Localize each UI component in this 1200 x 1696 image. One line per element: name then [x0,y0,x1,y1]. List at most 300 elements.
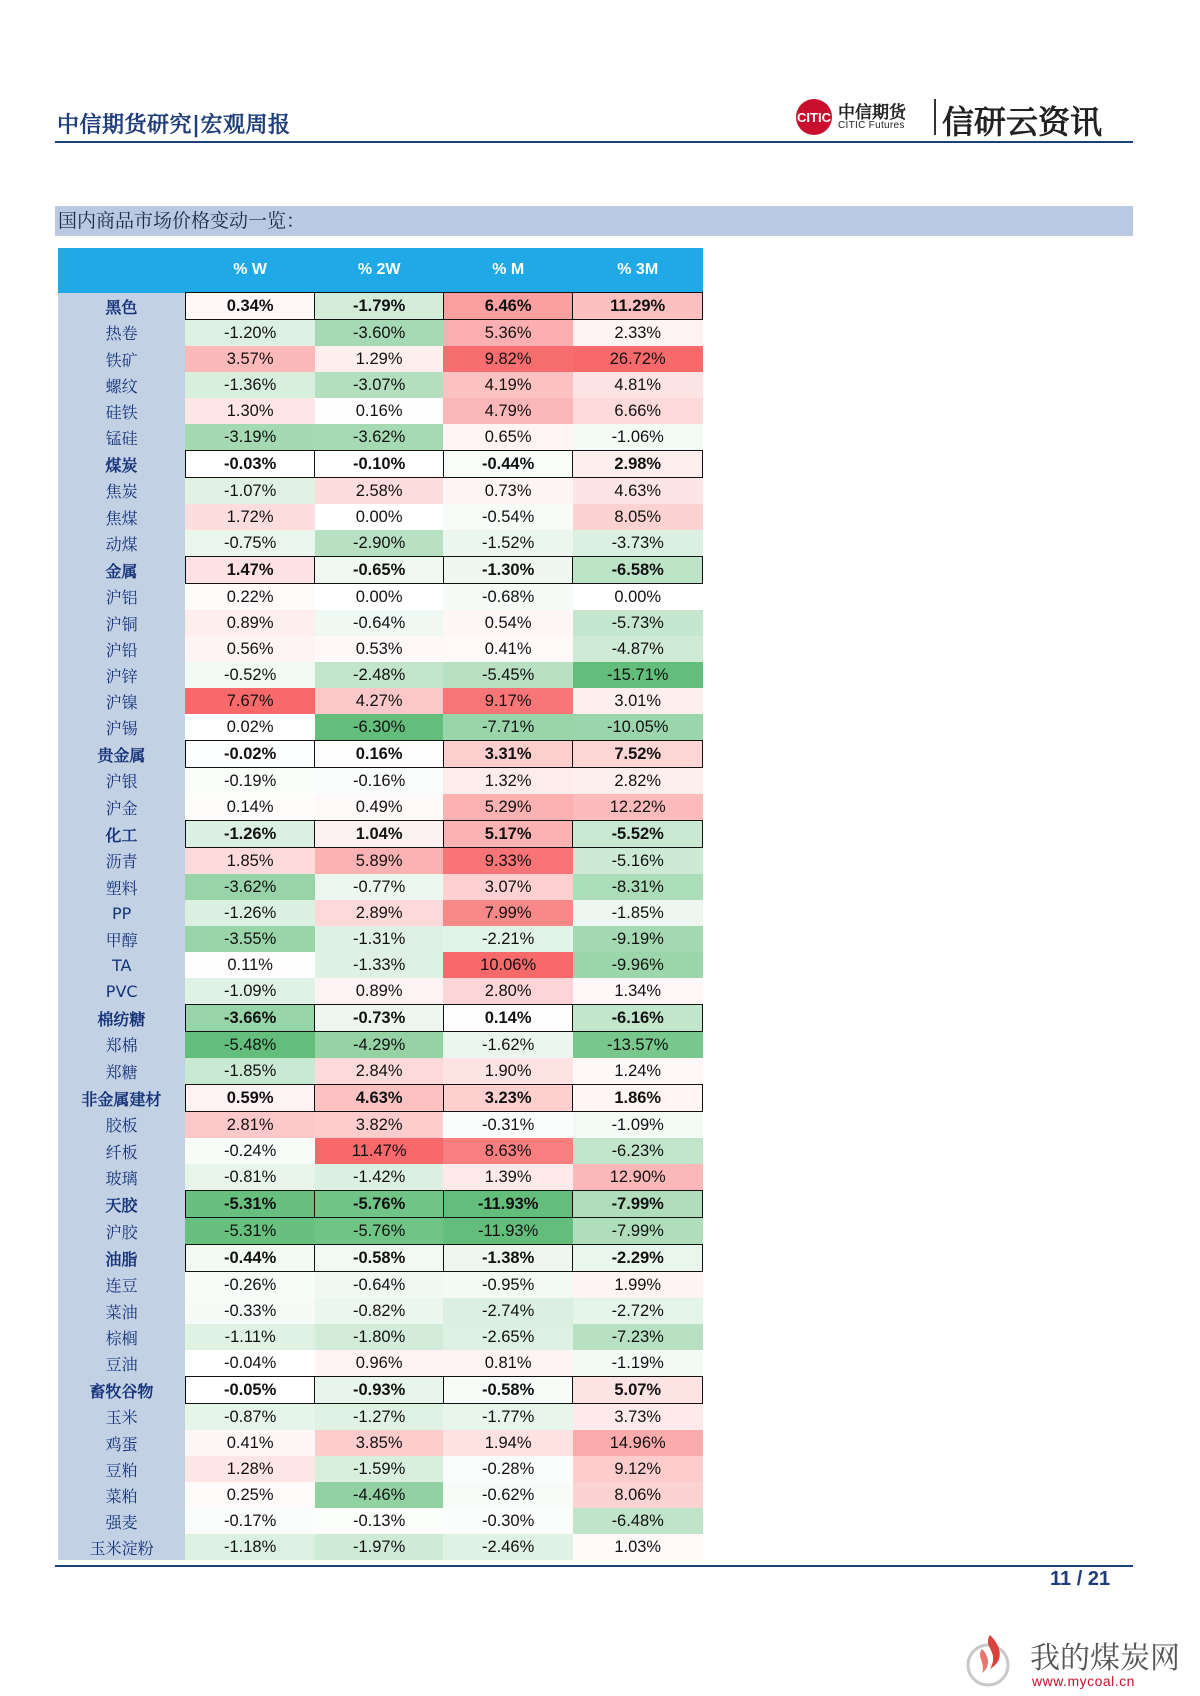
change-cell-m: -7.71% [443,714,573,741]
change-cell-3m: -10.05% [573,714,703,741]
change-cell-w: -0.04% [185,1350,315,1377]
table-row [58,952,703,978]
change-cell-m: 1.39% [443,1164,573,1191]
header-corner [58,248,185,293]
table-row [58,584,703,611]
change-cell-m: 0.41% [443,636,573,662]
change-cell-2w: 0.00% [315,584,443,611]
change-cell-2w: 1.04% [315,821,443,848]
table-row [58,346,703,372]
change-cell-2w: 4.63% [315,1085,443,1112]
table-row [58,1112,703,1139]
change-cell-m: 1.90% [443,1058,573,1085]
change-cell-3m: 14.96% [573,1430,703,1456]
change-cell-3m: 12.90% [573,1164,703,1191]
change-cell-2w: -0.93% [315,1377,443,1404]
commodity-name: 沪金 [58,794,185,821]
change-cell-3m: 1.24% [573,1058,703,1085]
change-cell-2w: -0.58% [315,1245,443,1272]
change-cell-2w: -1.59% [315,1456,443,1482]
change-cell-w: 0.25% [185,1482,315,1508]
commodity-name: 菜油 [58,1298,185,1324]
category-row [58,741,703,768]
change-cell-w: -0.26% [185,1272,315,1299]
logo-en-text: CITIC Futures [838,120,905,131]
category-row [58,557,703,584]
change-cell-m: -0.31% [443,1112,573,1139]
citic-logo-icon: CITIC [796,99,832,135]
change-cell-w: -3.19% [185,424,315,451]
change-cell-w: 1.85% [185,848,315,875]
table-row [58,1350,703,1377]
commodity-name: PP [58,900,185,926]
change-cell-2w: 5.89% [315,848,443,875]
change-cell-m: 4.79% [443,398,573,424]
change-cell-m: -11.93% [443,1191,573,1218]
commodity-name: 胶板 [58,1112,185,1139]
table-row [58,926,703,952]
change-cell-m: 2.80% [443,978,573,1005]
change-cell-m: 9.82% [443,346,573,372]
table-row [58,1138,703,1164]
change-cell-3m: 4.81% [573,372,703,398]
change-cell-3m: -8.31% [573,874,703,900]
change-cell-2w: -0.82% [315,1298,443,1324]
change-cell-3m: -3.73% [573,530,703,557]
change-cell-m: -11.93% [443,1218,573,1245]
change-cell-3m: 4.63% [573,478,703,505]
change-cell-2w: -1.27% [315,1404,443,1431]
change-cell-3m: 1.03% [573,1534,703,1560]
table-row [58,1430,703,1456]
change-cell-3m: -6.16% [573,1005,703,1032]
change-cell-3m: -9.96% [573,952,703,978]
change-cell-2w: -0.65% [315,557,443,584]
change-cell-3m: 1.34% [573,978,703,1005]
change-cell-w: -1.11% [185,1324,315,1350]
table-row [58,424,703,451]
change-cell-3m: 7.52% [573,741,703,768]
change-cell-m: -2.46% [443,1534,573,1560]
change-cell-2w: -3.60% [315,320,443,347]
table-row [58,372,703,398]
commodity-name: 甲醇 [58,926,185,952]
change-cell-3m: 11.29% [573,293,703,320]
col-header-3m: % 3M [573,248,703,293]
change-cell-w: 1.47% [185,557,315,584]
change-cell-w: 0.89% [185,610,315,636]
change-cell-w: -1.26% [185,821,315,848]
commodity-name: 铁矿 [58,346,185,372]
change-cell-2w: -4.46% [315,1482,443,1508]
commodity-name: 连豆 [58,1272,185,1299]
table-row [58,1032,703,1059]
change-cell-m: -5.45% [443,662,573,688]
change-cell-2w: 3.85% [315,1430,443,1456]
commodity-name: 豆粕 [58,1456,185,1482]
change-cell-w: -3.55% [185,926,315,952]
change-cell-3m: 2.82% [573,768,703,795]
change-cell-m: 5.17% [443,821,573,848]
commodity-name: 硅铁 [58,398,185,424]
commodity-name: 棉纺糖 [58,1005,185,1032]
change-cell-m: 4.19% [443,372,573,398]
change-cell-w: 1.28% [185,1456,315,1482]
change-cell-3m: 0.00% [573,584,703,611]
change-cell-2w: -1.31% [315,926,443,952]
commodity-name: 非金属建材 [58,1085,185,1112]
change-cell-m: 0.73% [443,478,573,505]
change-cell-3m: 12.22% [573,794,703,821]
change-cell-m: 10.06% [443,952,573,978]
change-cell-2w: 2.89% [315,900,443,926]
change-cell-2w: 4.27% [315,688,443,714]
change-cell-w: -0.24% [185,1138,315,1164]
change-cell-3m: -7.23% [573,1324,703,1350]
category-row [58,1005,703,1032]
change-cell-m: 8.63% [443,1138,573,1164]
page-separator: / [1076,1568,1083,1590]
change-cell-2w: 0.96% [315,1350,443,1377]
commodity-name: 焦煤 [58,504,185,530]
table-row [58,504,703,530]
category-row [58,1377,703,1404]
change-cell-2w: 2.58% [315,478,443,505]
category-row [58,1191,703,1218]
change-cell-m: 3.07% [443,874,573,900]
change-cell-w: -0.87% [185,1404,315,1431]
change-cell-2w: -0.77% [315,874,443,900]
flame-icon [960,1625,1024,1689]
table-row [58,1058,703,1085]
category-row [58,293,703,320]
change-cell-3m: 3.73% [573,1404,703,1431]
change-cell-3m: 6.66% [573,398,703,424]
category-row [58,451,703,478]
commodity-name: 郑糖 [58,1058,185,1085]
change-cell-3m: -4.87% [573,636,703,662]
change-cell-3m: -6.23% [573,1138,703,1164]
commodity-name: 郑棉 [58,1032,185,1059]
table-row [58,768,703,795]
change-cell-w: 0.59% [185,1085,315,1112]
change-cell-m: 0.14% [443,1005,573,1032]
change-cell-m: 1.32% [443,768,573,795]
change-cell-w: 0.02% [185,714,315,741]
change-cell-2w: -2.90% [315,530,443,557]
table-row [58,978,703,1005]
change-cell-m: 1.94% [443,1430,573,1456]
commodity-name: 玉米淀粉 [58,1534,185,1560]
change-cell-2w: -0.10% [315,451,443,478]
change-cell-w: -0.19% [185,768,315,795]
change-cell-m: 5.29% [443,794,573,821]
table-row [58,398,703,424]
logo-cn-text: 中信期货 [838,103,906,123]
commodity-name: 强麦 [58,1508,185,1534]
footer-divider [55,1565,1133,1567]
change-cell-w: -3.62% [185,874,315,900]
change-cell-w: -0.17% [185,1508,315,1534]
change-cell-3m: -2.72% [573,1298,703,1324]
change-cell-2w: -5.76% [315,1191,443,1218]
change-cell-w: -0.05% [185,1377,315,1404]
table-row [58,1298,703,1324]
commodity-price-table [58,248,703,1560]
category-row [58,1085,703,1112]
total-pages: 21 [1087,1568,1111,1590]
table-row [58,794,703,821]
change-cell-2w: -2.48% [315,662,443,688]
col-header-m: % M [443,248,573,293]
category-row [58,821,703,848]
change-cell-3m: 3.01% [573,688,703,714]
table-row [58,688,703,714]
change-cell-m: 5.36% [443,320,573,347]
change-cell-3m: 2.33% [573,320,703,347]
table-row [58,478,703,505]
change-cell-w: 0.34% [185,293,315,320]
commodity-name: 油脂 [58,1245,185,1272]
change-cell-2w: 0.00% [315,504,443,530]
table-row [58,1324,703,1350]
change-cell-w: -0.81% [185,1164,315,1191]
commodity-name: 沪银 [58,768,185,795]
change-cell-2w: -4.29% [315,1032,443,1059]
change-cell-w: -1.07% [185,478,315,505]
table-row [58,1218,703,1245]
change-cell-m: -1.77% [443,1404,573,1431]
commodity-name: 动煤 [58,530,185,557]
commodity-name: 锰硅 [58,424,185,451]
change-cell-w: -1.09% [185,978,315,1005]
commodity-name: 沪铜 [58,610,185,636]
change-cell-2w: 2.84% [315,1058,443,1085]
change-cell-w: -0.75% [185,530,315,557]
change-cell-w: 7.67% [185,688,315,714]
table-row [58,714,703,741]
page-number [1050,1568,1110,1591]
category-row [58,1245,703,1272]
change-cell-w: -0.02% [185,741,315,768]
change-cell-w: 0.22% [185,584,315,611]
commodity-name: 煤炭 [58,451,185,478]
change-cell-w: -0.33% [185,1298,315,1324]
change-cell-w: 0.41% [185,1430,315,1456]
change-cell-3m: -5.52% [573,821,703,848]
change-cell-m: -0.30% [443,1508,573,1534]
change-cell-m: 9.17% [443,688,573,714]
table-row [58,662,703,688]
change-cell-m: -2.74% [443,1298,573,1324]
commodity-name: 金属 [58,557,185,584]
change-cell-m: -0.58% [443,1377,573,1404]
change-cell-w: 3.57% [185,346,315,372]
change-cell-3m: -5.73% [573,610,703,636]
change-cell-3m: 1.99% [573,1272,703,1299]
commodity-table-container [58,248,703,1560]
watermark-url: www.mycoal.cn [1032,1673,1135,1689]
commodity-name: 沪锌 [58,662,185,688]
watermark-cn: 我的煤炭网 [1030,1641,1180,1676]
change-cell-3m: -5.16% [573,848,703,875]
header-divider [55,141,1133,143]
commodity-name: 沥青 [58,848,185,875]
table-row [58,1456,703,1482]
change-cell-2w: -1.79% [315,293,443,320]
commodity-name: 黑色 [58,293,185,320]
change-cell-w: -1.85% [185,1058,315,1085]
change-cell-m: 3.31% [443,741,573,768]
change-cell-w: 2.81% [185,1112,315,1139]
change-cell-3m: 5.07% [573,1377,703,1404]
change-cell-2w: 0.16% [315,741,443,768]
change-cell-2w: -1.33% [315,952,443,978]
commodity-name: 豆油 [58,1350,185,1377]
change-cell-2w: -5.76% [315,1218,443,1245]
change-cell-3m: 8.05% [573,504,703,530]
change-cell-w: -0.44% [185,1245,315,1272]
commodity-name: TA [58,952,185,978]
table-row [58,1508,703,1534]
change-cell-w: -3.66% [185,1005,315,1032]
table-row [58,636,703,662]
change-cell-w: 0.56% [185,636,315,662]
commodity-name: 热卷 [58,320,185,347]
commodity-name: 沪铝 [58,584,185,611]
change-cell-m: -1.62% [443,1032,573,1059]
table-row [58,610,703,636]
change-cell-3m: -1.09% [573,1112,703,1139]
change-cell-2w: 0.49% [315,794,443,821]
section-heading: 国内商品市场价格变动一览： [55,206,1133,236]
change-cell-m: 0.81% [443,1350,573,1377]
change-cell-3m: -1.85% [573,900,703,926]
change-cell-3m: 8.06% [573,1482,703,1508]
change-cell-2w: -0.64% [315,610,443,636]
change-cell-w: -5.31% [185,1218,315,1245]
change-cell-2w: -0.64% [315,1272,443,1299]
change-cell-w: -1.26% [185,900,315,926]
table-row [58,320,703,347]
change-cell-2w: -1.42% [315,1164,443,1191]
table-row [58,1164,703,1191]
table-row [58,874,703,900]
change-cell-m: -0.28% [443,1456,573,1482]
change-cell-3m: -6.58% [573,557,703,584]
table-header-row [58,248,703,293]
change-cell-w: -5.48% [185,1032,315,1059]
commodity-name: 玻璃 [58,1164,185,1191]
commodity-name: 棕榈 [58,1324,185,1350]
change-cell-w: -0.03% [185,451,315,478]
change-cell-2w: 11.47% [315,1138,443,1164]
change-cell-3m: -1.19% [573,1350,703,1377]
change-cell-2w: -0.73% [315,1005,443,1032]
change-cell-m: -0.54% [443,504,573,530]
commodity-name: 菜粕 [58,1482,185,1508]
change-cell-2w: 1.29% [315,346,443,372]
logo-slogan: 信研云资讯 [942,103,1103,141]
change-cell-m: 6.46% [443,293,573,320]
change-cell-w: 1.72% [185,504,315,530]
table-row [58,900,703,926]
change-cell-3m: -1.06% [573,424,703,451]
report-title: 中信期货研究|宏观周报 [57,113,291,138]
change-cell-2w: -3.07% [315,372,443,398]
site-watermark [960,1625,1200,1695]
commodity-name: PVC [58,978,185,1005]
change-cell-2w: -1.97% [315,1534,443,1560]
commodity-name: 螺纹 [58,372,185,398]
change-cell-2w: 0.89% [315,978,443,1005]
change-cell-2w: -6.30% [315,714,443,741]
change-cell-3m: 26.72% [573,346,703,372]
table-row [58,1404,703,1431]
change-cell-2w: 3.82% [315,1112,443,1139]
change-cell-m: -1.52% [443,530,573,557]
current-page: 11 [1050,1568,1072,1590]
table-row [58,848,703,875]
change-cell-3m: 1.86% [573,1085,703,1112]
change-cell-2w: -0.16% [315,768,443,795]
change-cell-m: -1.38% [443,1245,573,1272]
change-cell-m: -1.30% [443,557,573,584]
logo-divider [934,99,936,135]
commodity-name: 鸡蛋 [58,1430,185,1456]
change-cell-3m: -7.99% [573,1218,703,1245]
commodity-name: 塑料 [58,874,185,900]
change-cell-w: -1.20% [185,320,315,347]
company-logo [796,95,1136,141]
commodity-name: 纤板 [58,1138,185,1164]
commodity-name: 贵金属 [58,741,185,768]
commodity-name: 玉米 [58,1404,185,1431]
commodity-name: 沪胶 [58,1218,185,1245]
col-header-w: % W [185,248,315,293]
change-cell-2w: -3.62% [315,424,443,451]
commodity-name: 沪锡 [58,714,185,741]
change-cell-3m: -15.71% [573,662,703,688]
change-cell-w: -1.18% [185,1534,315,1560]
change-cell-m: -0.44% [443,451,573,478]
change-cell-3m: -7.99% [573,1191,703,1218]
change-cell-3m: -9.19% [573,926,703,952]
change-cell-w: -0.52% [185,662,315,688]
change-cell-2w: -0.13% [315,1508,443,1534]
change-cell-m: -2.21% [443,926,573,952]
table-row [58,1272,703,1299]
change-cell-w: -1.36% [185,372,315,398]
commodity-name: 沪镍 [58,688,185,714]
change-cell-w: -5.31% [185,1191,315,1218]
change-cell-w: 0.11% [185,952,315,978]
col-header-2w: % 2W [315,248,443,293]
change-cell-m: 3.23% [443,1085,573,1112]
commodity-name: 焦炭 [58,478,185,505]
commodity-name: 畜牧谷物 [58,1377,185,1404]
change-cell-m: -2.65% [443,1324,573,1350]
table-row [58,530,703,557]
change-cell-3m: 9.12% [573,1456,703,1482]
change-cell-3m: -6.48% [573,1508,703,1534]
change-cell-m: -0.95% [443,1272,573,1299]
change-cell-2w: -1.80% [315,1324,443,1350]
commodity-name: 沪铅 [58,636,185,662]
change-cell-m: 7.99% [443,900,573,926]
change-cell-3m: 2.98% [573,451,703,478]
change-cell-3m: -2.29% [573,1245,703,1272]
